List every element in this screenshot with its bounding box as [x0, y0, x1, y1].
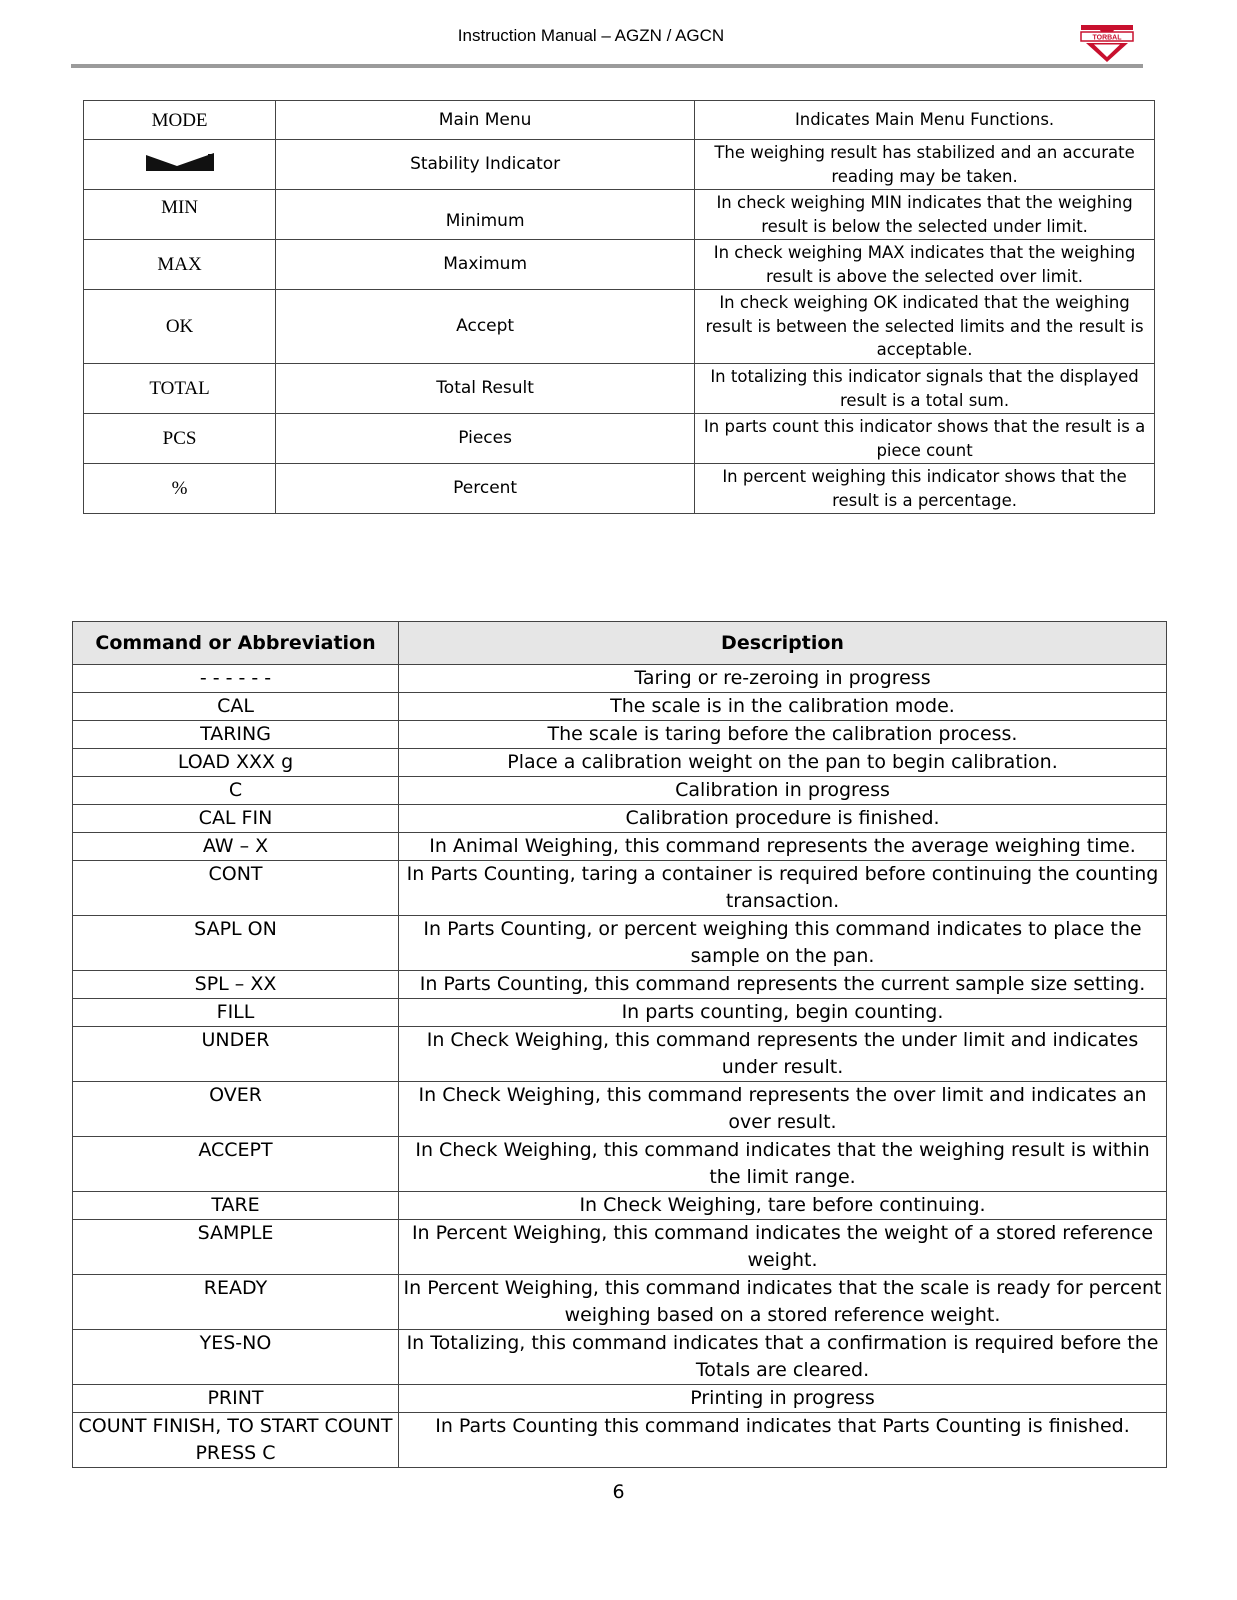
- table-row: [73, 833, 1167, 861]
- command-cell: UNDER: [73, 1027, 399, 1082]
- description-cell: In Check Weighing, this command indicates that the weighing result is within the limit range.: [399, 1137, 1167, 1192]
- indicator-name: Percent: [276, 464, 695, 514]
- page-header-title: Instruction Manual – AGZN / AGCN: [457, 26, 725, 45]
- command-cell: AW – X: [73, 833, 399, 861]
- table-row: [73, 693, 1167, 721]
- command-cell: ACCEPT: [73, 1137, 399, 1192]
- table-header-row: [73, 622, 1167, 665]
- command-cell: PRINT: [73, 1385, 399, 1413]
- table-row: [73, 971, 1167, 999]
- column-header-description: Description: [399, 622, 1167, 665]
- indicator-name: Total Result: [276, 364, 695, 414]
- command-cell: FILL: [73, 999, 399, 1027]
- description-cell: In Parts Counting, taring a container is required before continuing the counting transaction.: [399, 861, 1167, 916]
- table-row: [84, 364, 1155, 414]
- table-row: [84, 140, 1155, 190]
- description-cell: Calibration in progress: [399, 777, 1167, 805]
- column-header-command: Command or Abbreviation: [73, 622, 399, 665]
- indicator-symbol: MODE: [84, 101, 276, 140]
- table-row: [73, 916, 1167, 971]
- description-cell: Printing in progress: [399, 1385, 1167, 1413]
- indicator-description: In percent weighing this indicator shows that the result is a percentage.: [695, 464, 1155, 514]
- table-row: [84, 464, 1155, 514]
- command-cell: - - - - - -: [73, 665, 399, 693]
- table-row: [84, 190, 1155, 240]
- description-cell: In Parts Counting this command indicates that Parts Counting is finished.: [399, 1413, 1167, 1468]
- indicator-symbol: OK: [84, 290, 276, 364]
- description-cell: The scale is in the calibration mode.: [399, 693, 1167, 721]
- description-cell: In Check Weighing, this command represents the over limit and indicates an over result.: [399, 1082, 1167, 1137]
- description-cell: In Check Weighing, this command represents the under limit and indicates under result.: [399, 1027, 1167, 1082]
- command-cell: YES-NO: [73, 1330, 399, 1385]
- table-row: [73, 1275, 1167, 1330]
- table-row: [73, 861, 1167, 916]
- indicator-symbol: PCS: [84, 414, 276, 464]
- indicator-description: The weighing result has stabilized and an accurate reading may be taken.: [695, 140, 1155, 190]
- description-cell: Taring or re-zeroing in progress: [399, 665, 1167, 693]
- table-row: [84, 414, 1155, 464]
- table-row: [73, 749, 1167, 777]
- table-row: [73, 1082, 1167, 1137]
- command-cell: LOAD XXX g: [73, 749, 399, 777]
- command-cell: SPL – XX: [73, 971, 399, 999]
- description-cell: In Parts Counting, this command represents the current sample size setting.: [399, 971, 1167, 999]
- command-cell: CONT: [73, 861, 399, 916]
- table-row: [73, 1137, 1167, 1192]
- table-row: [73, 665, 1167, 693]
- table-row: [73, 1220, 1167, 1275]
- table-row: [84, 290, 1155, 364]
- logo-text: TORBAL: [1092, 34, 1122, 42]
- table-row: [73, 1027, 1167, 1082]
- description-cell: In parts counting, begin counting.: [399, 999, 1167, 1027]
- indicator-symbol: %: [84, 464, 276, 514]
- command-cell: SAMPLE: [73, 1220, 399, 1275]
- table-row: [73, 777, 1167, 805]
- description-cell: In Totalizing, this command indicates that a confirmation is required before the Totals are cleared.: [399, 1330, 1167, 1385]
- table-row: [73, 1413, 1167, 1468]
- indicator-symbol: MIN: [84, 190, 276, 240]
- indicator-name: Stability Indicator: [276, 140, 695, 190]
- command-cell: TARE: [73, 1192, 399, 1220]
- command-table: [72, 621, 1167, 1468]
- command-cell: CAL: [73, 693, 399, 721]
- indicator-symbol: MAX: [84, 240, 276, 290]
- indicator-description: In check weighing MAX indicates that the weighing result is above the selected over limit.: [695, 240, 1155, 290]
- command-cell: READY: [73, 1275, 399, 1330]
- description-cell: In Parts Counting, or percent weighing this command indicates to place the sample on the pan.: [399, 916, 1167, 971]
- torbal-logo-icon: [1078, 22, 1136, 64]
- table-row: [84, 101, 1155, 140]
- command-cell: OVER: [73, 1082, 399, 1137]
- indicator-name: Pieces: [276, 414, 695, 464]
- table-row: [73, 1330, 1167, 1385]
- description-cell: Place a calibration weight on the pan to begin calibration.: [399, 749, 1167, 777]
- description-cell: In Animal Weighing, this command represents the average weighing time.: [399, 833, 1167, 861]
- description-cell: Calibration procedure is finished.: [399, 805, 1167, 833]
- page-number: 6: [612, 1481, 625, 1503]
- indicator-description: In parts count this indicator shows that the result is a piece count: [695, 414, 1155, 464]
- description-cell: In Check Weighing, tare before continuing.: [399, 1192, 1167, 1220]
- indicator-symbol-cell: [84, 140, 276, 190]
- command-cell: COUNT FINISH, TO START COUNT PRESS C: [73, 1413, 399, 1468]
- description-cell: In Percent Weighing, this command indicates that the scale is ready for percent weighing based on a stored reference weight.: [399, 1275, 1167, 1330]
- indicator-description: Indicates Main Menu Functions.: [695, 101, 1155, 140]
- indicator-description: In check weighing MIN indicates that the weighing result is below the selected under limit.: [695, 190, 1155, 240]
- indicator-description: In check weighing OK indicated that the weighing result is between the selected limits and the result is acceptable.: [695, 290, 1155, 364]
- indicator-name: Main Menu: [276, 101, 695, 140]
- table-row: [73, 805, 1167, 833]
- table-row: [84, 240, 1155, 290]
- table-row: [73, 721, 1167, 749]
- command-cell: C: [73, 777, 399, 805]
- command-cell: SAPL ON: [73, 916, 399, 971]
- table-row: [73, 1385, 1167, 1413]
- stability-indicator-icon: [145, 152, 215, 172]
- description-cell: The scale is taring before the calibration process.: [399, 721, 1167, 749]
- table-row: [73, 1192, 1167, 1220]
- indicator-name: Maximum: [276, 240, 695, 290]
- table-row: [73, 999, 1167, 1027]
- description-cell: In Percent Weighing, this command indicates the weight of a stored reference weight.: [399, 1220, 1167, 1275]
- indicator-name: Minimum: [276, 190, 695, 240]
- indicator-description: In totalizing this indicator signals that the displayed result is a total sum.: [695, 364, 1155, 414]
- indicator-table: [83, 100, 1155, 514]
- indicator-name: Accept: [276, 290, 695, 364]
- indicator-symbol: TOTAL: [84, 364, 276, 414]
- command-cell: CAL FIN: [73, 805, 399, 833]
- header-divider: [71, 64, 1143, 68]
- command-cell: TARING: [73, 721, 399, 749]
